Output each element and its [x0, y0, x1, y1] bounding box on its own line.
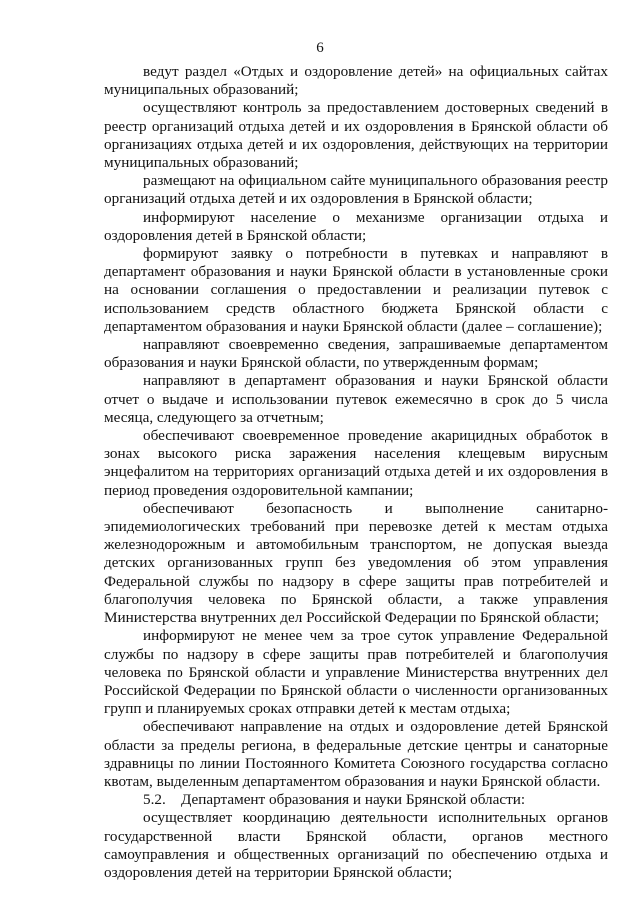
paragraph: информируют не менее чем за трое суток управление Федеральной службы по надзору в сфере защиты прав потребителей и благополучия человека по Брянской области и управление Министерства внутренних дел Российской Федерации по Брянской области о численности организованных групп и планируемых сроках отправки детей к местам отдыха;	[104, 627, 608, 718]
paragraph: размещают на официальном сайте муниципального образования реестр организаций отдыха детей и их оздоровления в Брянской области;	[104, 172, 608, 208]
paragraph: осуществляет координацию деятельности исполнительных органов государственной власти Брянской области, органов местного самоуправления и общественных организаций по обеспечению отдыха и оздоровления детей на территории Брянской области;	[104, 809, 608, 881]
paragraph: направляют в департамент образования и науки Брянской области отчет о выдаче и использовании путевок ежемесячно в срок до 5 числа месяца, следующего за отчетным;	[104, 372, 608, 426]
paragraph: направляют своевременно сведения, запрашиваемые департаментом образования и науки Брянской области, по утвержденным формам;	[104, 336, 608, 372]
section-heading: 5.2. Департамент образования и науки Брянской области:	[143, 791, 526, 809]
document-body	[104, 63, 608, 882]
paragraph: обеспечивают безопасность и выполнение санитарно-эпидемиологических требований при перевозке детей к местам отдыха железнодорожным и автомобильным транспортом, не допуская выезда детских организованных групп без уведомления об этом управления Федеральной службы по надзору в сфере защиты прав потребителей и благополучия человека по Брянской области, а также управления Министерства внутренних дел Российской Федерации по Брянской области;	[104, 499, 608, 627]
paragraph: ведут раздел «Отдых и оздоровление детей» на официальных сайтах муниципальных образований;	[104, 63, 608, 99]
paragraph: информируют население о механизме организации отдыха и оздоровления детей в Брянской области;	[104, 208, 608, 244]
paragraph: обеспечивают направление на отдых и оздоровление детей Брянской области за пределы региона, в федеральные детские центры и санаторные здравницы по линии Постоянного Комитета Союзного государства согласно квотам, выделенным департаментом образования и науки Брянской области.	[104, 718, 608, 790]
paragraph: формируют заявку о потребности в путевках и направляют в департамент образования и науки Брянской области в установленные сроки на основании соглашения о предоставлении и реализации путевок с использованием средств областного бюджета Брянской области с департаментом образования и науки Брянской области (далее – соглашение);	[104, 245, 608, 335]
paragraph: обеспечивают своевременное проведение акарицидных обработок в зонах высокого риска заражения населения клещевым вирусным энцефалитом на территориях организаций отдыха детей и их оздоровления в период проведения оздоровительной кампании;	[104, 427, 608, 499]
page-number: 6	[316, 40, 324, 56]
paragraph: осуществляют контроль за предоставлением достоверных сведений в реестр организаций отдыха детей и их оздоровления в Брянской области об организациях отдыха детей и их оздоровления, действующих на территории муниципальных образований;	[104, 99, 608, 172]
